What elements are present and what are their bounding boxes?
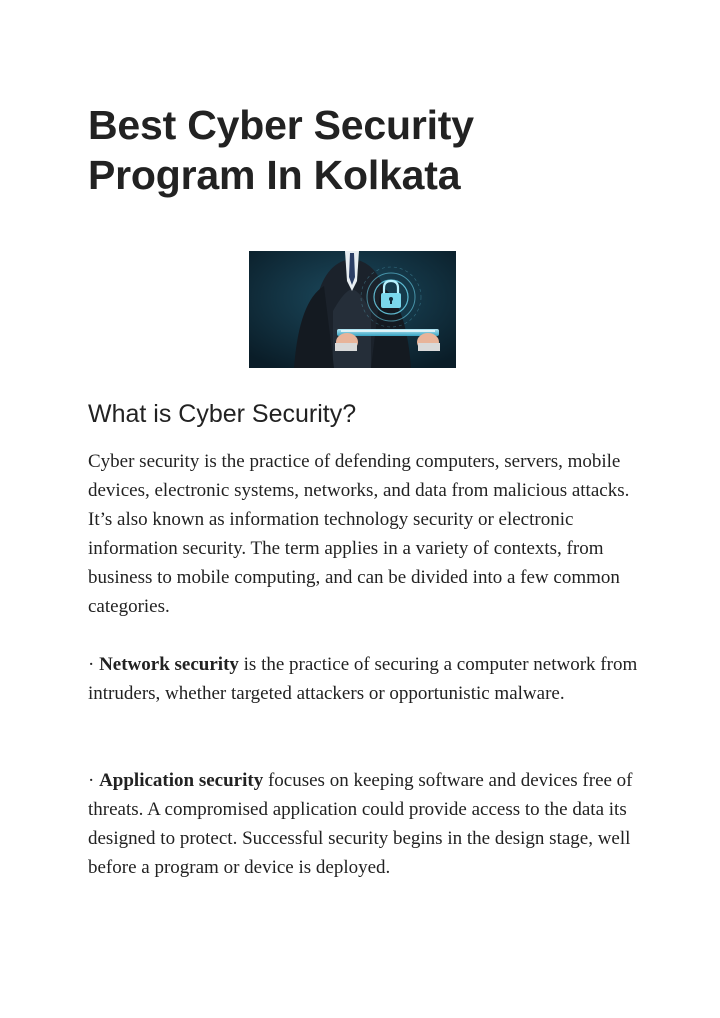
document-page — [88, 100, 648, 200]
hero-image — [249, 251, 456, 368]
bullet-mark: · — [88, 654, 95, 675]
list-item-text: is the practice of securing a computer network from intruders, whether targeted attackers or opportunistic malware. — [88, 654, 638, 704]
list-item — [88, 650, 648, 708]
section-heading: What is Cyber Security? — [88, 400, 357, 428]
list-item-term: Application security — [99, 770, 264, 791]
page-title: Best Cyber Security Program In Kolkata — [88, 102, 474, 198]
intro-paragraph: Cyber security is the practice of defending computers, servers, mobile devices, electronic systems, networks, and data from malicious attacks. It’s also known as information technology security or electronic information security. The term applies in a variety of contexts, from business to mobile computing, and can be divided into a few common categories. — [88, 451, 630, 617]
list-item-text: focuses on keeping software and devices free of threats. A compromised application could provide access to the data its designed to protect. Successful security begins in the design stage, well before a program or device is deployed. — [88, 770, 633, 878]
list-item — [88, 766, 648, 882]
security-illustration — [249, 251, 456, 368]
bullet-mark: · — [88, 770, 95, 791]
list-item-term: Network security — [99, 654, 239, 675]
